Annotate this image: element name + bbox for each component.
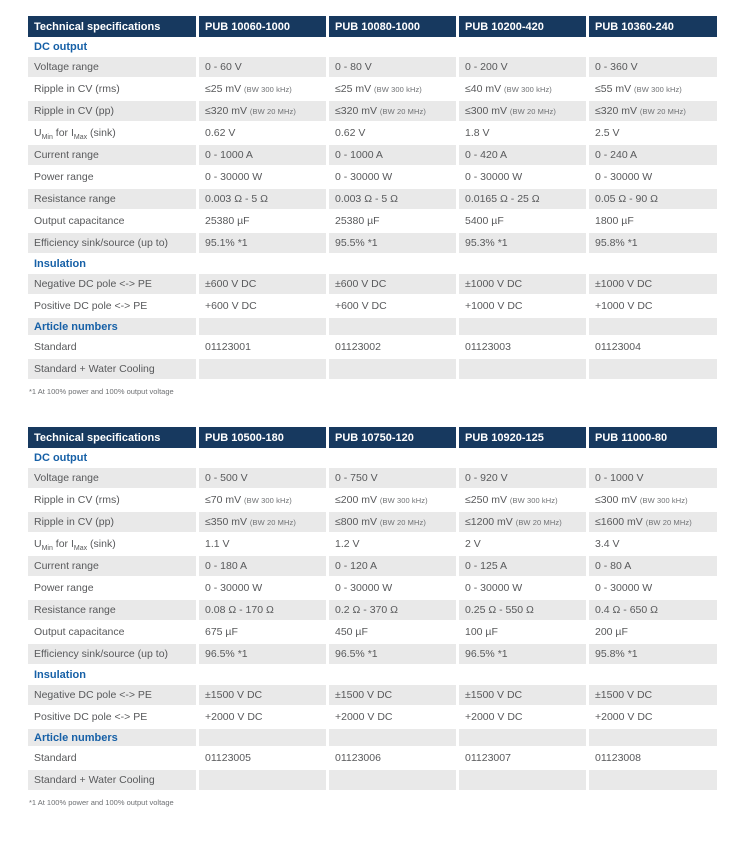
spec-value-text: ≤320 mV bbox=[335, 105, 380, 117]
spec-value-text: ≤1200 mV bbox=[465, 516, 516, 528]
spec-row bbox=[28, 468, 717, 490]
spec-value: 0 - 30000 W bbox=[456, 578, 586, 600]
row-label: Voltage range bbox=[28, 57, 196, 79]
row-label: Standard + Water Cooling bbox=[28, 770, 196, 792]
spec-value: 0 - 920 V bbox=[456, 468, 586, 490]
spec-value: 95.8% *1 bbox=[586, 644, 717, 666]
bandwidth-note: (BW 20 MHz) bbox=[645, 518, 692, 527]
spec-value bbox=[586, 101, 717, 123]
table-header-row bbox=[28, 427, 717, 449]
spec-value: 0 - 60 V bbox=[196, 57, 326, 79]
bandwidth-note: (BW 300 kHz) bbox=[639, 496, 688, 505]
spec-row bbox=[28, 123, 717, 145]
row-label: Ripple in CV (pp) bbox=[28, 512, 196, 534]
spec-value: +2000 V DC bbox=[586, 707, 717, 729]
spec-value: 0.08 Ω - 170 Ω bbox=[196, 600, 326, 622]
row-label: Voltage range bbox=[28, 468, 196, 490]
spec-value: 01123007 bbox=[456, 748, 586, 770]
spec-row bbox=[28, 189, 717, 211]
spec-value: 0 - 420 A bbox=[456, 145, 586, 167]
spec-value bbox=[586, 359, 717, 381]
spec-value bbox=[456, 38, 586, 57]
spec-table bbox=[28, 16, 717, 381]
model-column-header: PUB 10200-420 bbox=[456, 16, 586, 38]
spec-value bbox=[326, 449, 456, 468]
row-label: Output capacitance bbox=[28, 211, 196, 233]
bandwidth-note: (BW 300 kHz) bbox=[374, 85, 422, 94]
spec-row bbox=[28, 337, 717, 359]
spec-value-text: ≤300 mV bbox=[465, 105, 510, 117]
spec-row bbox=[28, 211, 717, 233]
bandwidth-note: (BW 20 MHz) bbox=[639, 107, 686, 116]
spec-value: 0 - 750 V bbox=[326, 468, 456, 490]
row-label: Power range bbox=[28, 167, 196, 189]
spec-value: 0.003 Ω - 5 Ω bbox=[196, 189, 326, 211]
section-row bbox=[28, 318, 717, 337]
section-title: DC output bbox=[28, 38, 196, 57]
spec-value: ±1500 V DC bbox=[456, 685, 586, 707]
spec-value bbox=[326, 38, 456, 57]
bandwidth-note: (BW 300 kHz) bbox=[634, 85, 682, 94]
spec-row bbox=[28, 556, 717, 578]
bandwidth-note: (BW 20 MHz) bbox=[249, 518, 296, 527]
spec-row bbox=[28, 167, 717, 189]
spec-row bbox=[28, 748, 717, 770]
spec-value bbox=[196, 770, 326, 792]
spec-value bbox=[586, 449, 717, 468]
spec-value: 3.4 V bbox=[586, 534, 717, 556]
bandwidth-note: (BW 20 MHz) bbox=[515, 518, 562, 527]
spec-value bbox=[586, 490, 717, 512]
spec-value bbox=[586, 255, 717, 274]
spec-row bbox=[28, 512, 717, 534]
spec-value bbox=[326, 318, 456, 337]
spec-value bbox=[326, 490, 456, 512]
spec-value bbox=[456, 512, 586, 534]
spec-value bbox=[456, 79, 586, 101]
row-label: Positive DC pole <-> PE bbox=[28, 296, 196, 318]
bandwidth-note: (BW 20 MHz) bbox=[379, 107, 426, 116]
spec-value bbox=[196, 666, 326, 685]
section-title: DC output bbox=[28, 449, 196, 468]
spec-value bbox=[586, 770, 717, 792]
bandwidth-note: (BW 300 kHz) bbox=[244, 496, 292, 505]
spec-value: +600 V DC bbox=[196, 296, 326, 318]
spec-value: +2000 V DC bbox=[326, 707, 456, 729]
bandwidth-note: (BW 300 kHz) bbox=[379, 496, 428, 505]
spec-value: 95.8% *1 bbox=[586, 233, 717, 255]
row-label: $U_{Min}$ for $I_{Max}$ (sink) bbox=[28, 123, 196, 145]
spec-value-text: ≤40 mV bbox=[465, 83, 505, 95]
spec-value: 2.5 V bbox=[586, 123, 717, 145]
spec-value: 450 µF bbox=[326, 622, 456, 644]
spec-value bbox=[326, 770, 456, 792]
model-column-header: PUB 10080-1000 bbox=[326, 16, 456, 38]
spec-value: 2 V bbox=[456, 534, 586, 556]
section-title: Article numbers bbox=[28, 318, 196, 337]
spec-value: 0 - 360 V bbox=[586, 57, 717, 79]
spec-value bbox=[456, 770, 586, 792]
spec-value: ±1000 V DC bbox=[456, 274, 586, 296]
spec-value: 95.3% *1 bbox=[456, 233, 586, 255]
spec-value bbox=[326, 729, 456, 748]
spec-value-text: ≤25 mV bbox=[335, 83, 375, 95]
spec-value-text: ≤800 mV bbox=[335, 516, 380, 528]
spec-value: 1.1 V bbox=[196, 534, 326, 556]
spec-value: 0 - 30000 W bbox=[196, 167, 326, 189]
spec-value: ±1500 V DC bbox=[326, 685, 456, 707]
spec-value bbox=[196, 512, 326, 534]
spec-value: 95.5% *1 bbox=[326, 233, 456, 255]
spec-value bbox=[326, 79, 456, 101]
section-title: Article numbers bbox=[28, 729, 196, 748]
spec-value bbox=[456, 449, 586, 468]
row-label: Ripple in CV (pp) bbox=[28, 101, 196, 123]
section-row bbox=[28, 729, 717, 748]
spec-value: 0 - 30000 W bbox=[196, 578, 326, 600]
spec-row bbox=[28, 101, 717, 123]
spec-value-text: ≤320 mV bbox=[595, 105, 640, 117]
spec-value-text: ≤55 mV bbox=[595, 83, 635, 95]
spec-row bbox=[28, 534, 717, 556]
row-label: Standard bbox=[28, 337, 196, 359]
spec-value: 0 - 1000 A bbox=[196, 145, 326, 167]
row-label: Current range bbox=[28, 556, 196, 578]
spec-value-text: ≤320 mV bbox=[205, 105, 250, 117]
spec-value: 1.2 V bbox=[326, 534, 456, 556]
spec-value: 01123001 bbox=[196, 337, 326, 359]
row-label: Power range bbox=[28, 578, 196, 600]
spec-row bbox=[28, 644, 717, 666]
spec-value: 0 - 30000 W bbox=[456, 167, 586, 189]
spec-row bbox=[28, 296, 717, 318]
section-title: Insulation bbox=[28, 255, 196, 274]
spec-row bbox=[28, 359, 717, 381]
spec-value: 0 - 1000 A bbox=[326, 145, 456, 167]
row-label: Resistance range bbox=[28, 189, 196, 211]
spec-value: 1.8 V bbox=[456, 123, 586, 145]
spec-value: +2000 V DC bbox=[456, 707, 586, 729]
spec-value: 01123008 bbox=[586, 748, 717, 770]
row-label: Resistance range bbox=[28, 600, 196, 622]
spec-value bbox=[196, 79, 326, 101]
spec-value bbox=[456, 359, 586, 381]
bandwidth-note: (BW 20 MHz) bbox=[249, 107, 296, 116]
spec-value: 5400 µF bbox=[456, 211, 586, 233]
spec-value: +1000 V DC bbox=[586, 296, 717, 318]
spec-value: 200 µF bbox=[586, 622, 717, 644]
spec-value bbox=[586, 729, 717, 748]
spec-value-text: ≤70 mV bbox=[205, 494, 245, 506]
row-label: Positive DC pole <-> PE bbox=[28, 707, 196, 729]
spec-value: ±1500 V DC bbox=[586, 685, 717, 707]
spec-value: 01123006 bbox=[326, 748, 456, 770]
bandwidth-note: (BW 20 MHz) bbox=[509, 107, 556, 116]
spec-value: ±600 V DC bbox=[196, 274, 326, 296]
table-title-header: Technical specifications bbox=[28, 427, 196, 449]
spec-table bbox=[28, 427, 717, 792]
spec-value: 01123004 bbox=[586, 337, 717, 359]
spec-value-text: ≤250 mV bbox=[465, 494, 510, 506]
spec-value bbox=[196, 255, 326, 274]
spec-row bbox=[28, 770, 717, 792]
row-label: Negative DC pole <-> PE bbox=[28, 685, 196, 707]
spec-row bbox=[28, 685, 717, 707]
spec-value bbox=[456, 490, 586, 512]
model-column-header: PUB 11000-80 bbox=[586, 427, 717, 449]
table-header-row bbox=[28, 16, 717, 38]
spec-value: 0.62 V bbox=[326, 123, 456, 145]
spec-value: 0.2 Ω - 370 Ω bbox=[326, 600, 456, 622]
spec-value: 0 - 30000 W bbox=[326, 578, 456, 600]
spec-value: +2000 V DC bbox=[196, 707, 326, 729]
spec-value: 0 - 180 A bbox=[196, 556, 326, 578]
spec-value: 01123005 bbox=[196, 748, 326, 770]
spec-value: 0 - 1000 V bbox=[586, 468, 717, 490]
section-title: Insulation bbox=[28, 666, 196, 685]
spec-value: 0.25 Ω - 550 Ω bbox=[456, 600, 586, 622]
spec-row bbox=[28, 233, 717, 255]
spec-value: 95.1% *1 bbox=[196, 233, 326, 255]
bandwidth-note: (BW 300 kHz) bbox=[244, 85, 292, 94]
spec-value bbox=[326, 512, 456, 534]
model-column-header: PUB 10060-1000 bbox=[196, 16, 326, 38]
spec-value: +600 V DC bbox=[326, 296, 456, 318]
spec-value bbox=[196, 318, 326, 337]
model-column-header: PUB 10360-240 bbox=[586, 16, 717, 38]
spec-value: 0.4 Ω - 650 Ω bbox=[586, 600, 717, 622]
spec-table-block-2 bbox=[28, 427, 717, 807]
section-row bbox=[28, 38, 717, 57]
spec-value bbox=[456, 729, 586, 748]
spec-value-text: ≤200 mV bbox=[335, 494, 380, 506]
spec-row bbox=[28, 274, 717, 296]
model-column-header: PUB 10500-180 bbox=[196, 427, 326, 449]
spec-value: 01123002 bbox=[326, 337, 456, 359]
spec-value: 0 - 30000 W bbox=[326, 167, 456, 189]
spec-value: 96.5% *1 bbox=[196, 644, 326, 666]
spec-value bbox=[196, 490, 326, 512]
spec-value bbox=[326, 101, 456, 123]
spec-row bbox=[28, 57, 717, 79]
model-column-header: PUB 10920-125 bbox=[456, 427, 586, 449]
spec-value bbox=[196, 729, 326, 748]
spec-value bbox=[196, 38, 326, 57]
spec-value: 0 - 125 A bbox=[456, 556, 586, 578]
spec-value: 0 - 120 A bbox=[326, 556, 456, 578]
spec-value bbox=[196, 359, 326, 381]
spec-value: 0 - 200 V bbox=[456, 57, 586, 79]
spec-value bbox=[196, 101, 326, 123]
footnote: *1 At 100% power and 100% output voltage bbox=[29, 387, 174, 396]
section-row bbox=[28, 449, 717, 468]
bandwidth-note: (BW 20 MHz) bbox=[379, 518, 426, 527]
spec-row bbox=[28, 490, 717, 512]
row-label: $U_{Min}$ for $I_{Max}$ (sink) bbox=[28, 534, 196, 556]
spec-value bbox=[586, 512, 717, 534]
spec-value bbox=[456, 666, 586, 685]
spec-value-text: ≤25 mV bbox=[205, 83, 245, 95]
spec-value: ±1000 V DC bbox=[586, 274, 717, 296]
spec-value: ±1500 V DC bbox=[196, 685, 326, 707]
footnote: *1 At 100% power and 100% output voltage bbox=[29, 798, 174, 807]
spec-value: 0.003 Ω - 5 Ω bbox=[326, 189, 456, 211]
spec-value-text: ≤1600 mV bbox=[595, 516, 646, 528]
row-label: Current range bbox=[28, 145, 196, 167]
spec-value: 0.62 V bbox=[196, 123, 326, 145]
table-gap bbox=[28, 396, 717, 427]
row-label: Negative DC pole <-> PE bbox=[28, 274, 196, 296]
spec-row bbox=[28, 145, 717, 167]
row-label: Efficiency sink/source (up to) bbox=[28, 233, 196, 255]
spec-row bbox=[28, 79, 717, 101]
section-row bbox=[28, 666, 717, 685]
row-label: Standard bbox=[28, 748, 196, 770]
spec-value bbox=[326, 666, 456, 685]
spec-value bbox=[196, 449, 326, 468]
spec-value: ±600 V DC bbox=[326, 274, 456, 296]
spec-value: 0 - 80 V bbox=[326, 57, 456, 79]
spec-value bbox=[586, 38, 717, 57]
bandwidth-note: (BW 300 kHz) bbox=[504, 85, 552, 94]
spec-table-block-1 bbox=[28, 16, 717, 396]
spec-value: +1000 V DC bbox=[456, 296, 586, 318]
spec-value: 96.5% *1 bbox=[326, 644, 456, 666]
spec-value: 25380 µF bbox=[196, 211, 326, 233]
spec-value bbox=[586, 318, 717, 337]
spec-value: 0 - 30000 W bbox=[586, 578, 717, 600]
spec-value: 01123003 bbox=[456, 337, 586, 359]
spec-value-text: ≤300 mV bbox=[595, 494, 640, 506]
spec-row bbox=[28, 622, 717, 644]
spec-value bbox=[326, 255, 456, 274]
spec-row bbox=[28, 600, 717, 622]
table-title-header: Technical specifications bbox=[28, 16, 196, 38]
spec-value: 0 - 240 A bbox=[586, 145, 717, 167]
spec-row bbox=[28, 578, 717, 600]
spec-value: 675 µF bbox=[196, 622, 326, 644]
spec-value bbox=[326, 359, 456, 381]
spec-value: 100 µF bbox=[456, 622, 586, 644]
spec-value: 0 - 80 A bbox=[586, 556, 717, 578]
spec-value: 96.5% *1 bbox=[456, 644, 586, 666]
section-row bbox=[28, 255, 717, 274]
spec-value: 0 - 500 V bbox=[196, 468, 326, 490]
row-label: Output capacitance bbox=[28, 622, 196, 644]
spec-value: 25380 µF bbox=[326, 211, 456, 233]
row-label: Ripple in CV (rms) bbox=[28, 79, 196, 101]
row-label: Ripple in CV (rms) bbox=[28, 490, 196, 512]
bandwidth-note: (BW 300 kHz) bbox=[509, 496, 558, 505]
spec-value bbox=[586, 666, 717, 685]
spec-value bbox=[586, 79, 717, 101]
spec-value: 0 - 30000 W bbox=[586, 167, 717, 189]
spec-value: 0.05 Ω - 90 Ω bbox=[586, 189, 717, 211]
model-column-header: PUB 10750-120 bbox=[326, 427, 456, 449]
spec-value-text: ≤350 mV bbox=[205, 516, 250, 528]
spec-row bbox=[28, 707, 717, 729]
spec-value: 0.0165 Ω - 25 Ω bbox=[456, 189, 586, 211]
spec-value bbox=[456, 255, 586, 274]
spec-value bbox=[456, 318, 586, 337]
spec-value: 1800 µF bbox=[586, 211, 717, 233]
row-label: Efficiency sink/source (up to) bbox=[28, 644, 196, 666]
row-label: Standard + Water Cooling bbox=[28, 359, 196, 381]
spec-value bbox=[456, 101, 586, 123]
